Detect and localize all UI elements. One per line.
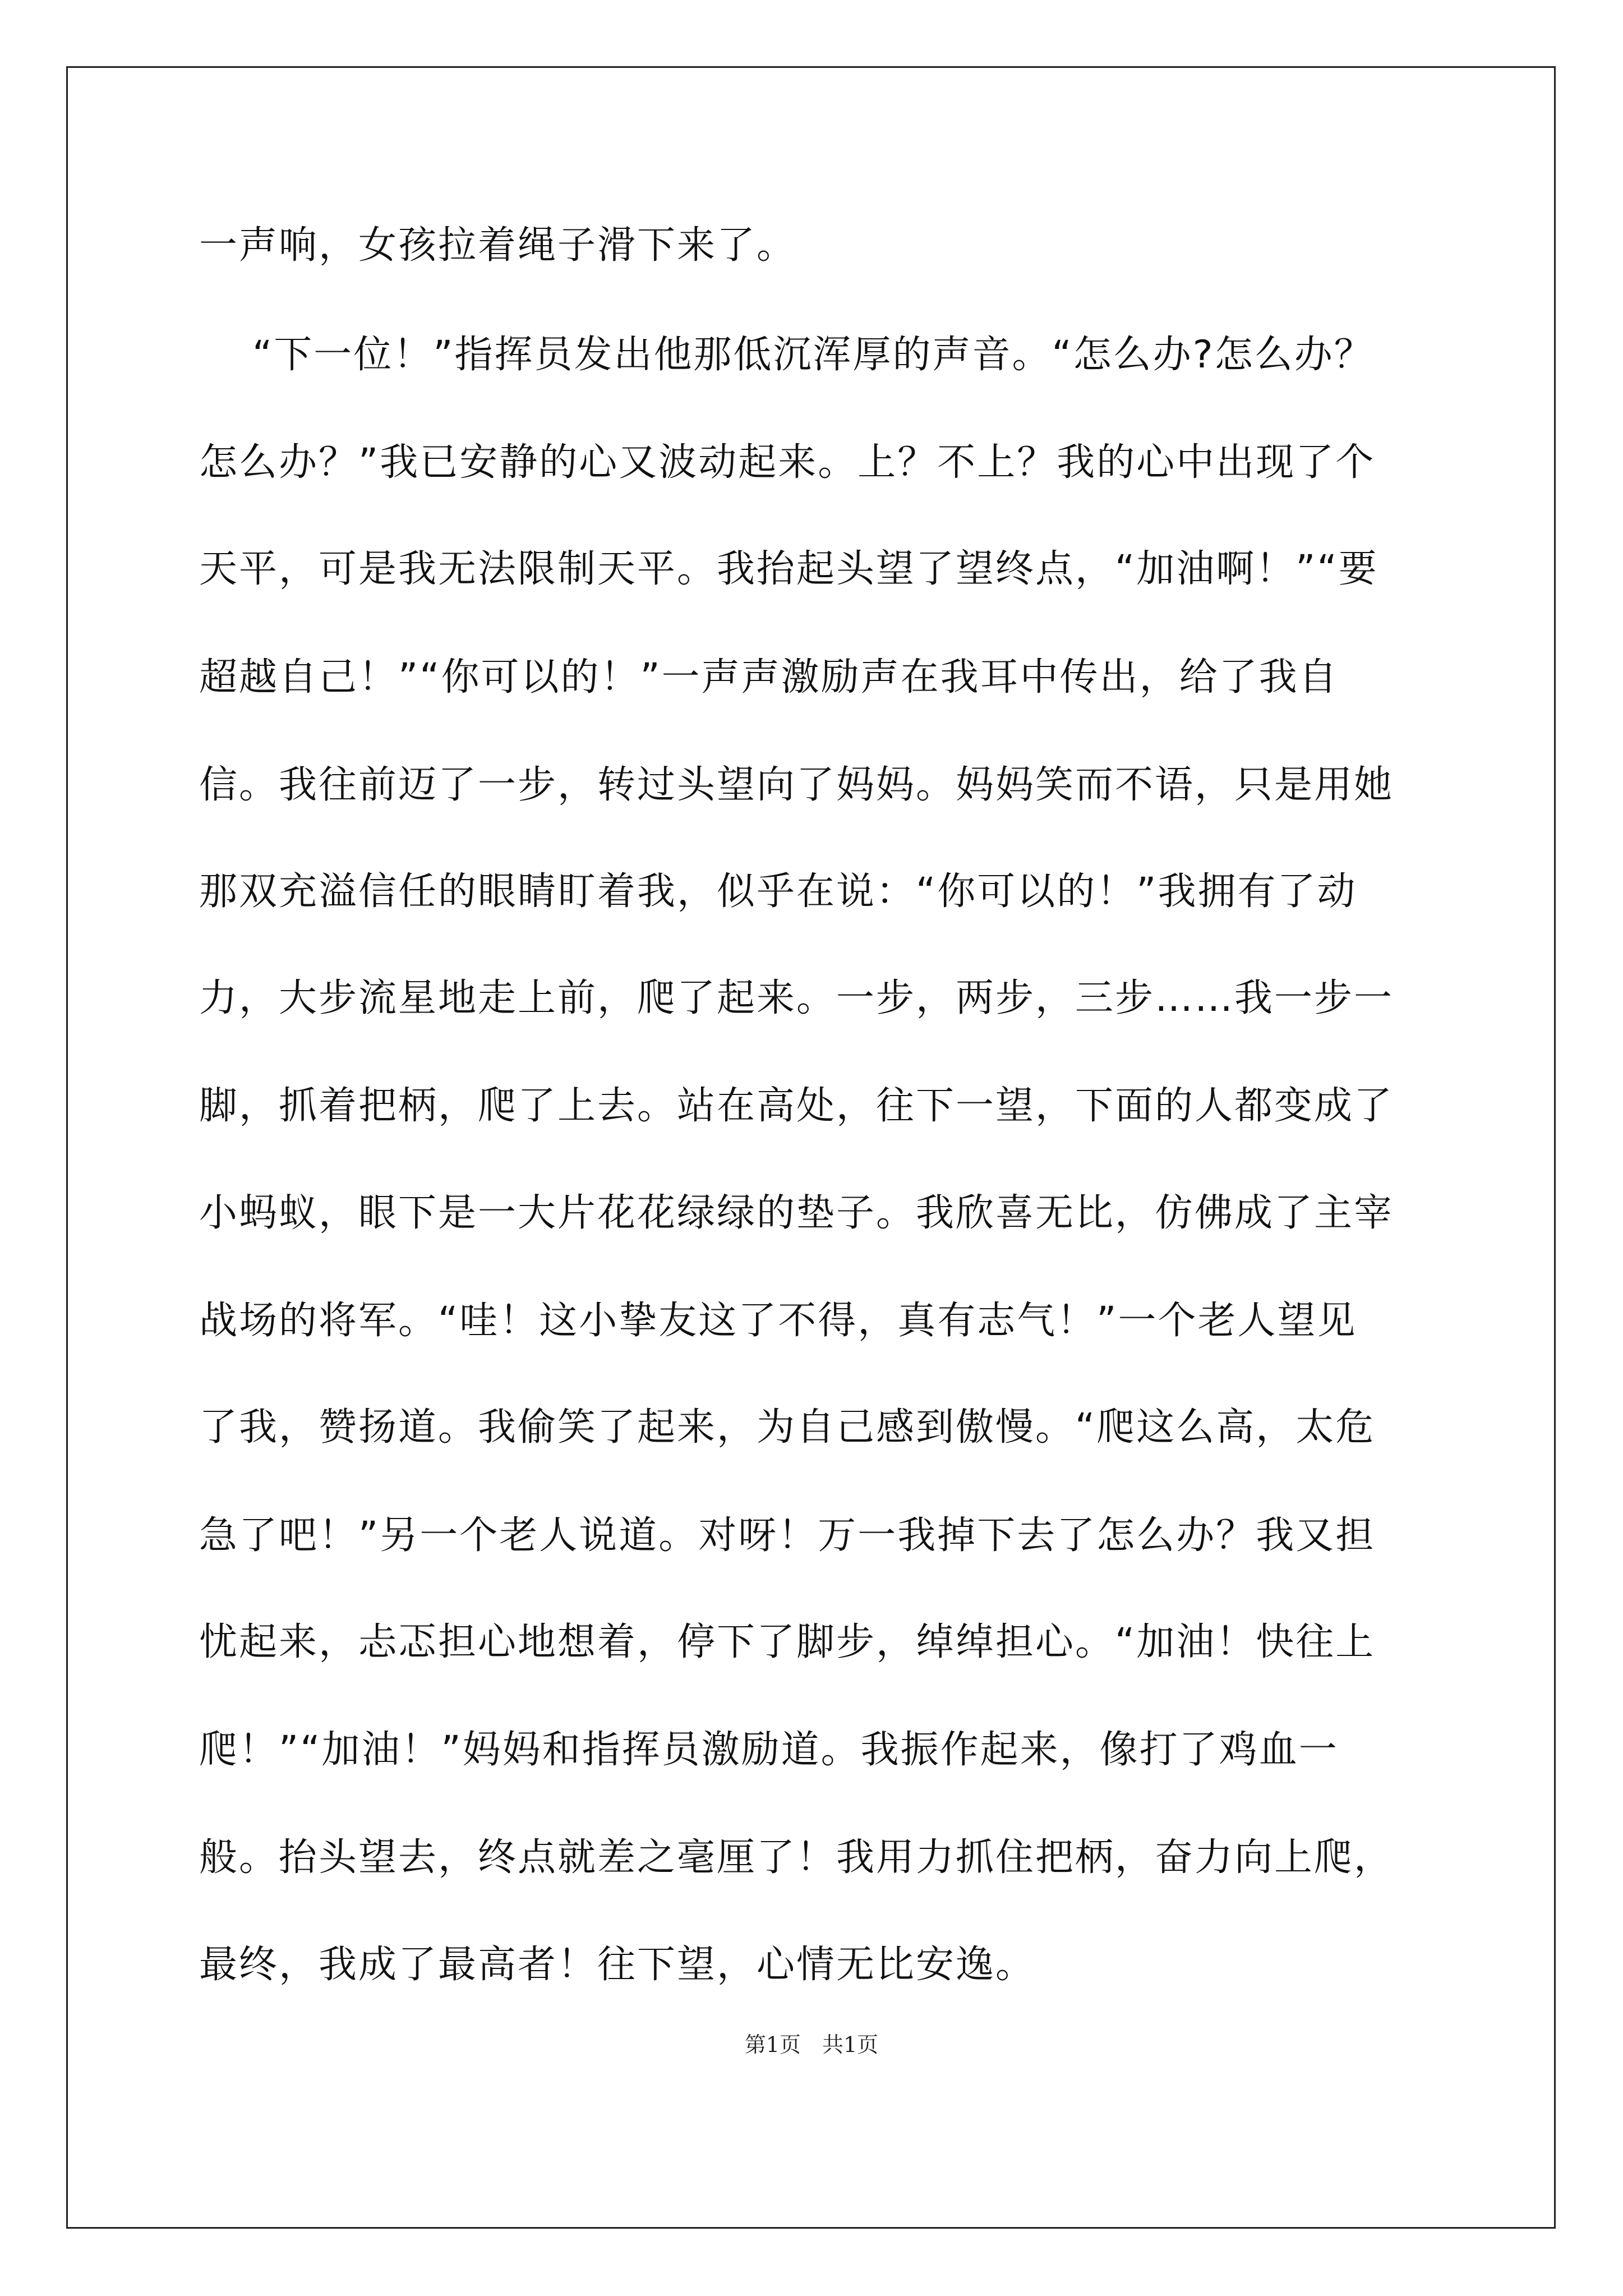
text-line: “下一位！”指挥员发出他那低沉浑厚的声音。“怎么办?怎么办？: [252, 333, 1374, 377]
text-line: 怎么办？”我已安静的心又波动起来。上？不上？我的心中出现了个: [199, 440, 1376, 485]
text-line: 超越自己！”“你可以的！”一声声激励声在我耳中传出，给了我自: [199, 655, 1339, 700]
text-line: 脚，抓着把柄，爬了上去。站在高处，往下一望，下面的人都变成了: [199, 1084, 1394, 1128]
text-line: 了我，赞扬道。我偷笑了起来，为自己感到傲慢。“爬这么高，太危: [199, 1405, 1376, 1450]
text-line: 爬！”“加油！”妈妈和指挥员激励道。我振作起来，像打了鸡血一: [199, 1728, 1339, 1772]
text-line: 力，大步流星地走上前，爬了起来。一步，两步，三步……我一步一: [199, 976, 1394, 1020]
page-number: 第1页 共1页: [744, 2032, 879, 2057]
page-border: [66, 66, 1556, 2229]
text-line: 战场的将军。“哇！这小挚友这了不得，真有志气！”一个老人望见: [199, 1299, 1357, 1343]
text-line: 信。我往前迈了一步，转过头望向了妈妈。妈妈笑而不语，只是用她: [199, 763, 1394, 807]
text-line: 忧起来，忐忑担心地想着，停下了脚步，绰绰担心。“加油！快往上: [199, 1620, 1376, 1664]
text-line: 天平，可是我无法限制天平。我抬起头望了望终点，“加油啊！”“要: [199, 547, 1378, 591]
text-line: 急了吧！”另一个老人说道。对呀！万一我掉下去了怎么办？我又担: [199, 1513, 1376, 1558]
text-line: 最终，我成了最高者！往下望，心情无比安逸。: [199, 1943, 1036, 1987]
text-line: 那双充溢信任的眼睛盯着我，似乎在说：“你可以的！”我拥有了动: [199, 869, 1357, 914]
text-line: 般。抬头望去，终点就差之毫厘了！我用力抓住把柄，奋力向上爬，: [199, 1835, 1394, 1880]
text-line: 一声响，女孩拉着绳子滑下来了。: [199, 223, 797, 268]
text-line: 小蚂蚁，眼下是一大片花花绿绿的垫子。我欣喜无比，仿佛成了主宰: [199, 1191, 1394, 1235]
